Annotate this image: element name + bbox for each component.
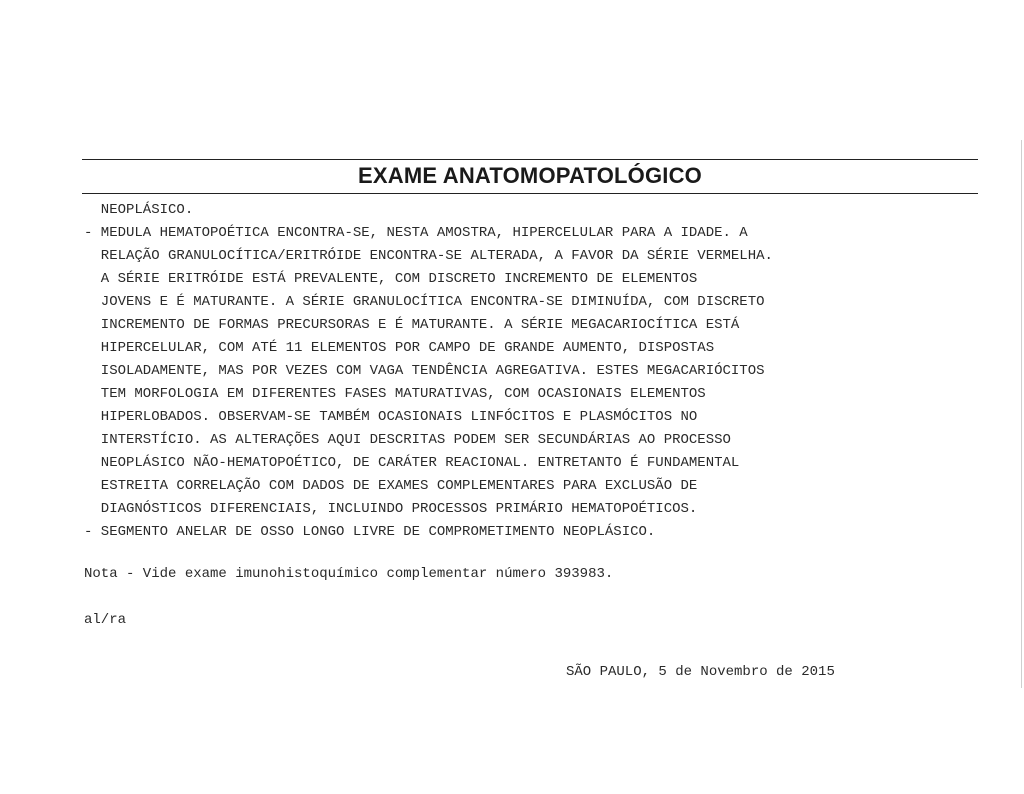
report-line: TEM MORFOLOGIA EM DIFERENTES FASES MATURATIVAS, COM OCASIONAIS ELEMENTOS (84, 386, 706, 402)
title-rule-top (82, 159, 978, 160)
place-date: SÃO PAULO, 5 de Novembro de 2015 (566, 664, 835, 680)
report-line: A SÉRIE ERITRÓIDE ESTÁ PREVALENTE, COM DISCRETO INCREMENTO DE ELEMENTOS (84, 271, 698, 287)
report-line: INTERSTÍCIO. AS ALTERAÇÕES AQUI DESCRITAS PODEM SER SECUNDÁRIAS AO PROCESSO (84, 432, 731, 448)
note-text: Nota - Vide exame imunohistoquímico complementar número 393983. (84, 566, 614, 582)
document-title: EXAME ANATOMOPATOLÓGICO (358, 163, 702, 188)
report-line: HIPERCELULAR, COM ATÉ 11 ELEMENTOS POR CAMPO DE GRANDE AUMENTO, DISPOSTAS (84, 340, 715, 356)
report-line: INCREMENTO DE FORMAS PRECURSORAS E É MATURANTE. A SÉRIE MEGACARIOCÍTICA ESTÁ (84, 317, 740, 333)
report-line: JOVENS E É MATURANTE. A SÉRIE GRANULOCÍTICA ENCONTRA-SE DIMINUÍDA, COM DISCRETO (84, 294, 765, 310)
report-line: - MEDULA HEMATOPOÉTICA ENCONTRA-SE, NESTA AMOSTRA, HIPERCELULAR PARA A IDADE. A (84, 225, 748, 241)
report-line: ESTREITA CORRELAÇÃO COM DADOS DE EXAMES COMPLEMENTARES PARA EXCLUSÃO DE (84, 478, 698, 494)
initials-text: al/ra (84, 612, 127, 628)
report-line: HIPERLOBADOS. OBSERVAM-SE TAMBÉM OCASIONAIS LINFÓCITOS E PLASMÓCITOS NO (84, 409, 698, 425)
report-line: NEOPLÁSICO NÃO-HEMATOPOÉTICO, DE CARÁTER REACIONAL. ENTRETANTO É FUNDAMENTAL (84, 455, 740, 471)
report-line: - SEGMENTO ANELAR DE OSSO LONGO LIVRE DE COMPROMETIMENTO NEOPLÁSICO. (84, 524, 656, 540)
report-line: ISOLADAMENTE, MAS POR VEZES COM VAGA TENDÊNCIA AGREGATIVA. ESTES MEGACARIÓCITOS (84, 363, 765, 379)
report-line: RELAÇÃO GRANULOCÍTICA/ERITRÓIDE ENCONTRA-SE ALTERADA, A FAVOR DA SÉRIE VERMELHA. (84, 248, 773, 264)
page-edge-divider (1021, 140, 1022, 688)
report-body (84, 199, 964, 544)
title-rule-bottom (82, 193, 978, 194)
report-line: NEOPLÁSICO. (84, 202, 194, 218)
report-line: DIAGNÓSTICOS DIFERENCIAIS, INCLUINDO PROCESSOS PRIMÁRIO HEMATOPOÉTICOS. (84, 501, 698, 517)
